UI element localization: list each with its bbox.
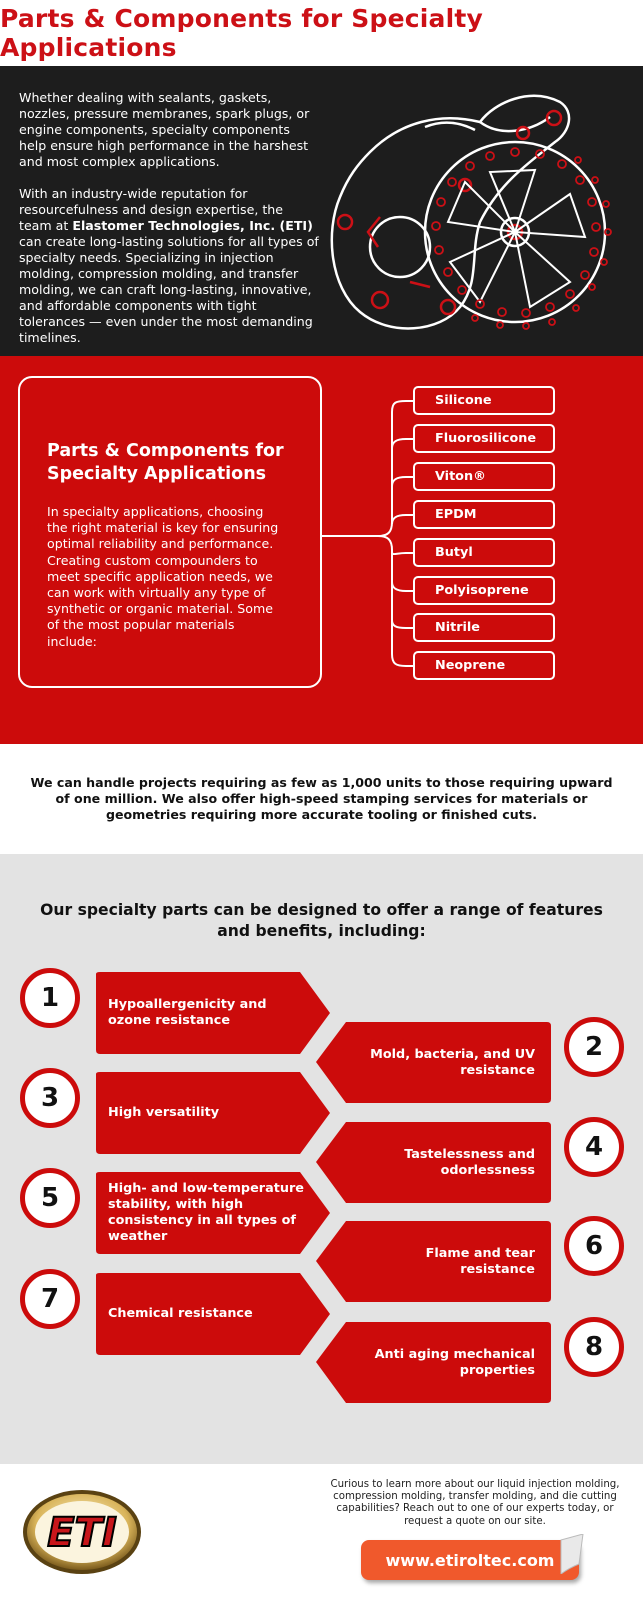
feature-number-2: 2 — [564, 1017, 624, 1077]
feature-number-7: 7 — [20, 1269, 80, 1329]
feature-arrows — [0, 854, 643, 1464]
feature-text-4: Tastelessness and odorlessness — [404, 1146, 535, 1178]
materials-section — [0, 356, 643, 744]
material-item-silicone: Silicone — [413, 386, 555, 415]
intro-section — [0, 66, 643, 356]
material-item-polyisoprene: Polyisoprene — [413, 576, 555, 605]
intro-p2-after: can create long-lasting solutions for all types of specialty needs. Specializing in injection molding, compression molding, and transfer molding, we can craft long-lasting, innovative, and affordable components with tight tolerances — even under the most demanding timelines. — [19, 234, 319, 345]
feature-number-6: 6 — [564, 1216, 624, 1276]
features-section — [0, 854, 643, 1464]
feature-text-2: Mold, bacteria, and UV resistance — [370, 1046, 535, 1078]
components-illustration-icon — [330, 82, 630, 352]
feature-number-1: 1 — [20, 968, 80, 1028]
cta-text: Curious to learn more about our liquid injection molding, compression molding, transfer molding, and die cutting capabilities? Reach out to one of our experts today, or request a quote on our site. — [330, 1479, 620, 1527]
feature-text-5: High- and low-temperature stability, with high consistency in all types of weather — [108, 1181, 304, 1244]
eti-logo-text: ETI — [47, 1510, 117, 1556]
website-link-button[interactable]: www.etiroltec.com — [361, 1540, 579, 1580]
intro-paragraph-2 — [19, 186, 319, 346]
page-curl-icon — [557, 1534, 587, 1574]
page-title: Parts & Components for Specialty Applications — [0, 4, 484, 62]
feature-text-8: Anti aging mechanical properties — [374, 1346, 535, 1378]
intro-paragraph-1: Whether dealing with sealants, gaskets, nozzles, pressure membranes, spark plugs, or engine components, specialty components help ensure high performance in the harshest and most complex applications. — [19, 90, 310, 169]
materials-body: In specialty applications, choosing the right material is key for ensuring optimal reliability and performance. Creating custom compounders to meet specific application needs, we can work with virtually any type of synthetic or organic material. Some of the most popular materials include: — [47, 504, 279, 649]
volume-text: We can handle projects requiring as few as 1,000 units to those requiring upward of one million. We also offer high-speed stamping services for materials or geometries requiring more accurate tooling or finished cuts. — [30, 774, 613, 823]
intro-text — [19, 90, 319, 362]
features-heading: Our specialty parts can be designed to offer a range of features and benefits, including: — [40, 901, 603, 940]
footer — [0, 1464, 643, 1605]
material-item-neoprene: Neoprene — [413, 651, 555, 680]
company-name: Elastomer Technologies, Inc. (ETI) — [72, 218, 313, 233]
header — [0, 0, 643, 66]
materials-title: Parts & Components for Specialty Applications — [47, 441, 284, 484]
material-item-viton: Viton® — [413, 462, 555, 491]
feature-text-3: High versatility — [108, 1105, 220, 1120]
material-item-epdm: EPDM — [413, 500, 555, 529]
material-item-fluorosilicone: Fluorosilicone — [413, 424, 555, 453]
feature-number-4: 4 — [564, 1117, 624, 1177]
feature-number-3: 3 — [20, 1068, 80, 1128]
intro-p2-before: With an industry-wide reputation for resourcefulness and design expertise, the team at — [19, 186, 284, 233]
material-item-nitrile: Nitrile — [413, 613, 555, 642]
feature-number-5: 5 — [20, 1168, 80, 1228]
feature-text-7: Chemical resistance — [108, 1306, 253, 1321]
feature-text-1: Hypoallergenicity and ozone resistance — [108, 997, 267, 1028]
feature-text-6: Flame and tear resistance — [425, 1245, 535, 1277]
material-item-butyl: Butyl — [413, 538, 555, 567]
feature-number-8: 8 — [564, 1317, 624, 1377]
eti-logo[interactable] — [21, 1488, 143, 1576]
volume-section — [0, 744, 643, 854]
